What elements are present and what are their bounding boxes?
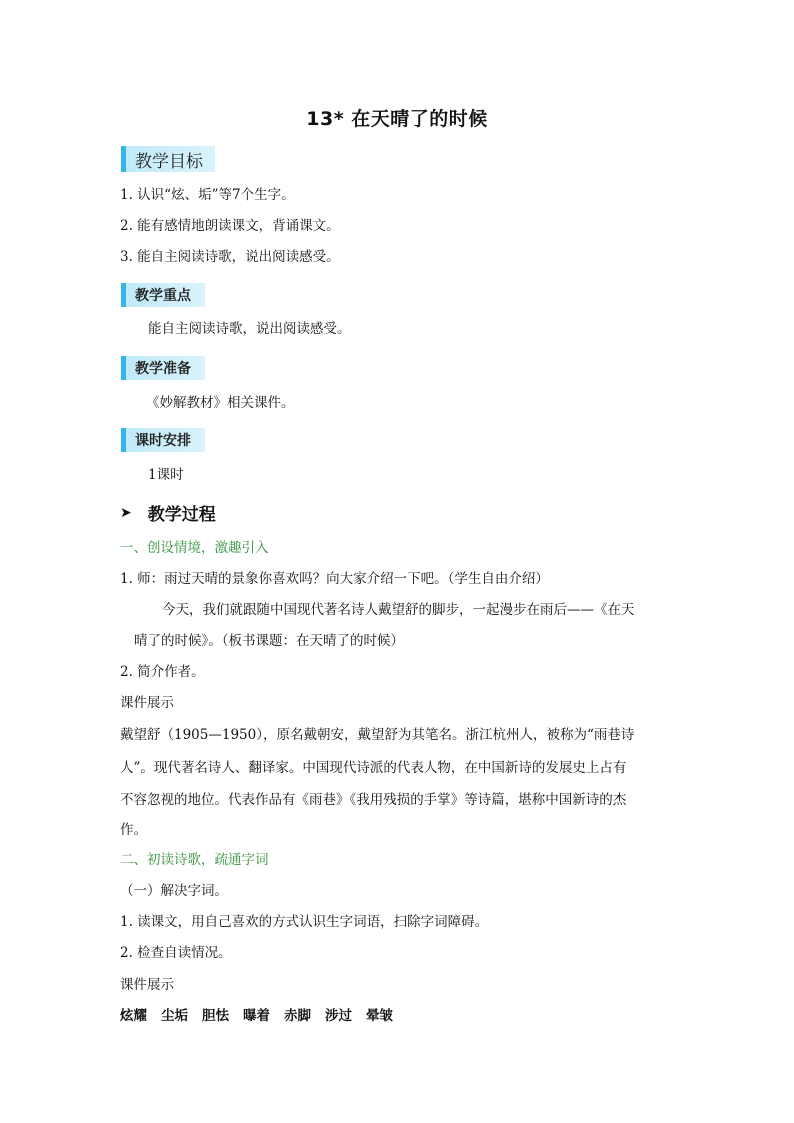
paragraph: 今天，我们就跟随中国现代著名诗人戴望舒的脚步，一起漫步在雨后——《在天 bbox=[162, 602, 635, 618]
courseware-label: 课件展示 bbox=[120, 977, 174, 993]
paragraph: 2. 简介作者。 bbox=[120, 664, 205, 680]
paragraph: 1. 读课文，用自己喜欢的方式认识生字词语，扫除字词障碍。 bbox=[120, 914, 489, 930]
key-points-heading: 教学重点 bbox=[135, 288, 191, 304]
preparation-heading-tag bbox=[121, 356, 205, 380]
vocab-word: 晕皱 bbox=[366, 1008, 393, 1024]
tag-bar bbox=[121, 146, 126, 172]
vocab-word: 涉过 bbox=[325, 1008, 352, 1024]
objectives-heading-tag bbox=[121, 146, 215, 172]
process-heading: 教学过程 bbox=[147, 505, 216, 525]
objectives-heading: 教学目标 bbox=[135, 151, 203, 172]
vocab-word: 赤脚 bbox=[284, 1008, 311, 1024]
lesson-title: 13* 在天晴了的时候 bbox=[306, 108, 488, 130]
part2-heading: 二、初读诗歌，疏通字词 bbox=[120, 852, 269, 868]
tag-bar bbox=[121, 356, 126, 380]
paragraph: 1. 师：雨过天晴的景象你喜欢吗？向大家介绍一下吧。（学生自由介绍） bbox=[120, 571, 549, 587]
bio-line: 作。 bbox=[120, 822, 147, 838]
schedule-heading: 课时安排 bbox=[135, 433, 191, 449]
bio-line: 不容忽视的地位。代表作品有《雨巷》《我用残损的手掌》等诗篇，堪称中国新诗的杰 bbox=[120, 792, 627, 808]
paragraph: 晴了的时候》。（板书课题：在天晴了的时候） bbox=[134, 633, 404, 649]
part1-heading: 一、创设情境，激趣引入 bbox=[120, 540, 269, 556]
tag-bar bbox=[121, 428, 126, 452]
courseware-label: 课件展示 bbox=[120, 695, 174, 711]
process-heading-row bbox=[120, 500, 216, 525]
key-points-heading-tag bbox=[121, 283, 205, 307]
preparation-heading: 教学准备 bbox=[135, 361, 191, 377]
preparation-text: 《妙解教材》相关课件。 bbox=[146, 395, 295, 411]
bio-line: 戴望舒（1905—1950），原名戴朝安，戴望舒为其笔名。浙江杭州人，被称为“雨巷诗 bbox=[120, 727, 635, 743]
vocab-word: 炫耀 bbox=[120, 1008, 147, 1024]
schedule-heading-tag bbox=[121, 428, 205, 452]
vocabulary-list bbox=[120, 1006, 393, 1026]
vocab-word: 胆怯 bbox=[202, 1008, 229, 1024]
vocab-word: 尘垢 bbox=[161, 1008, 188, 1024]
bio-line: 人”。现代著名诗人、翻译家。中国现代诗派的代表人物，在中国新诗的发展史上占有 bbox=[120, 760, 627, 776]
vocab-word: 曝着 bbox=[243, 1008, 270, 1024]
tag-bar bbox=[121, 283, 126, 307]
sub-heading: （一）解决字词。 bbox=[120, 883, 228, 899]
objective-item: 1. 认识“炫、垢”等7个生字。 bbox=[120, 187, 295, 203]
paragraph: 2. 检查自读情况。 bbox=[120, 945, 232, 961]
arrow-right-icon: ➤ bbox=[120, 504, 132, 521]
objective-item: 2. 能有感情地朗读课文，背诵课文。 bbox=[120, 218, 340, 234]
objective-item: 3. 能自主阅读诗歌，说出阅读感受。 bbox=[120, 249, 340, 265]
schedule-text: 1课时 bbox=[148, 467, 184, 483]
key-points-text: 能自主阅读诗歌，说出阅读感受。 bbox=[148, 321, 351, 337]
